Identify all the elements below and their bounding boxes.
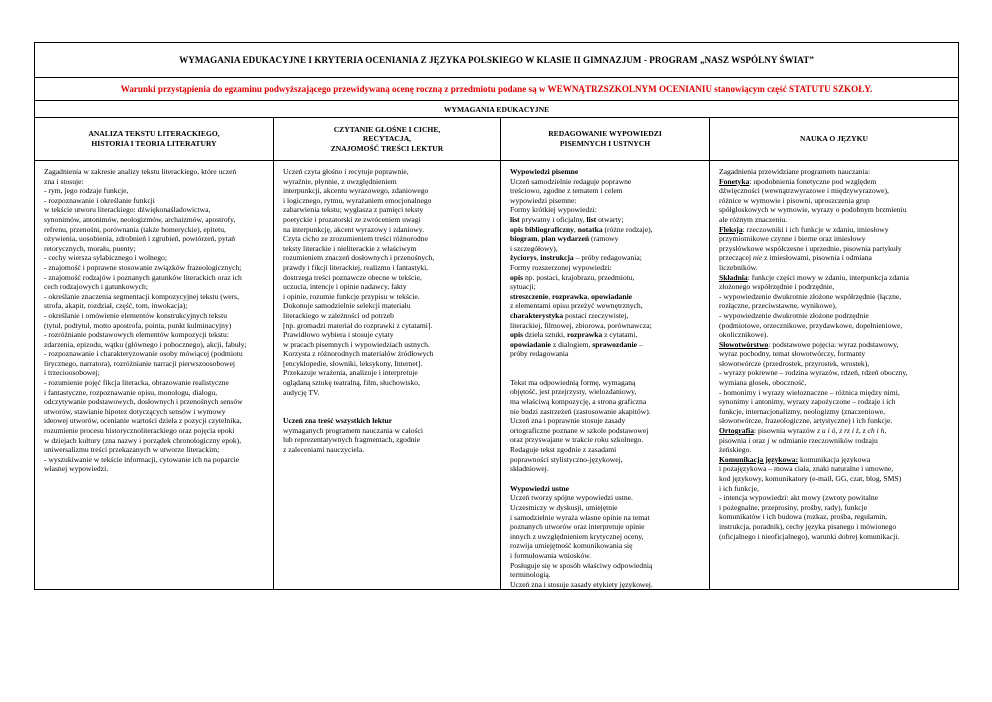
cell-nauka (710, 161, 959, 590)
spacer (283, 397, 494, 416)
text-line: - rozumienie pojęć fikcja literacka, obrazowanie realistyczne (44, 378, 229, 388)
text-line: lirycznego, narratora), rozróżnianie narracji pierwszoosobowej (44, 358, 236, 368)
czytanie-paragraph (283, 167, 494, 397)
ustne-heading: Wypowiedzi ustne (510, 483, 569, 493)
text-line: - wyszukiwanie w tekście informacji, cytowanie ich na poparcie (44, 454, 240, 464)
text-line: komunikatów i ich budowa (rozkaz, prośba, regulamin, (719, 512, 888, 522)
text-line: (oficjalnego i nieoficjalnego), warunki dobrej komunikacji. (719, 531, 900, 541)
text-line: ożywienia, uosobienia, zdrobnień i zgrubień, powtórzeń, pytań (44, 234, 236, 244)
text-line: funkcje, internacjonalizmy, neologizmy (znaczeniowe, (719, 406, 886, 416)
text-line: wyraz pochodny, temat słowotwórczy, formanty (719, 349, 866, 359)
text-line: objętość, jest przejrzysty, wielozdaniowy, (510, 387, 637, 397)
text-line: zdarzenia, epizodu, wątku (głównego i pobocznego), akcji, fabuły; (44, 339, 247, 349)
text-line: wymaganych programem nauczania w całości (283, 425, 424, 435)
text-line: w tekście utworu literackiego: dźwiękonaśladowictwa, (44, 205, 211, 215)
czytanie-content (274, 161, 500, 455)
header-czytanie-line2: RECYTACJA, (362, 134, 412, 144)
text-line: - określanie znaczenia segmentacji kompozycyjnej tekstu (wers, (44, 291, 240, 301)
text-line: składniowej. (510, 464, 549, 474)
komunikacja-lines (719, 464, 952, 541)
text-line: teksty literackie i nieliterackie z właściwym (283, 243, 417, 253)
nauka-intro: Zagadnienia przewidziane programem nauczania: (719, 167, 871, 176)
text-line: rozłączne, przeciwstawne, wynikowe), (719, 301, 837, 311)
header-nauka-line1: NAUKA O JĘZYKU (800, 134, 868, 144)
text-line: słowotwórcze, frazeologiczne, artystyczne) i ich funkcje. (719, 416, 893, 426)
text-line: - homonimy i wyrazy wieloznaczne – różnica między nimi, (719, 387, 900, 397)
slowotworstwo-line: Słowotwórstwo: podstawowe pojęcia: wyraz podstawowy, (719, 339, 899, 349)
text-line: Korzysta z różnorodnych materiałów źródłowych (283, 349, 434, 359)
text-line: i trzecioosobowej; (44, 368, 100, 378)
text-line: okolicznikowe). (719, 330, 769, 340)
form-line: literackiej, filmowej, zbiorowa, porównawcza; (510, 320, 652, 330)
fleksja-line: przeczącej nie z imiesłowami, pisownia i odmiana (719, 253, 872, 263)
komunikacja-line: Komunikacja językowa: komunikacja językowa (719, 454, 871, 464)
cell-redagowanie (501, 161, 710, 590)
text-line: poetyckie i prozatorski ze zwróceniem uwagi (283, 214, 421, 224)
text-line: strofa, akapit, rozdział, część, tom, inwokacja); (44, 301, 188, 311)
lektury-paragraph (283, 426, 494, 455)
text-line: wypowiedzi pisemne: (510, 195, 577, 205)
header-nauka (710, 118, 959, 161)
text-line: na interpunkcję, akcent wyrazowy i zdaniowy. (283, 224, 424, 234)
text-line: i opinie, rozumie funkcje przypisu w tekście. (283, 291, 420, 301)
text-line: interpunkcji, akcentu wyrazowego, zdaniowego (283, 186, 429, 196)
text-line: odczytywanie podstawowych, dosłownych i przenośnych sensów (44, 397, 243, 407)
text-line: - rym, jego rodzaje funkcje, (44, 186, 129, 196)
analiza-content (35, 161, 273, 474)
form-line: sytuacji; (510, 282, 536, 292)
text-line: Uczeń samodzielnie redaguje poprawne (510, 176, 632, 186)
spacer (510, 474, 703, 484)
text-line: refrenu, przenośni, porównania (także homeryckie), epitetu, (44, 224, 226, 234)
form-line: opis bibliograficzny, notatka (różne rodzaje), (510, 224, 653, 234)
text-line: i logicznego, rytmu, wyrażaniem emocjonalnego (283, 195, 432, 205)
text-line: retorycznych, morału, puenty; (44, 243, 136, 253)
header-czytanie-line1: CZYTANIE GŁOŚNE I CICHE, (333, 124, 441, 134)
nauka-content (710, 161, 958, 541)
form-line: i szczegółowy), (510, 243, 558, 253)
pisemne-heading: Wypowiedzi pisemne (510, 167, 579, 176)
fonetyka-line: Fonetyka: upodobnienia fonetyczne pod względem (719, 176, 877, 186)
requirements-table (34, 42, 959, 590)
text-line: Uczeń tworzy spójne wypowiedzi ustne. (510, 493, 633, 503)
text-line: - wypowiedzenie dwukrotnie złożone współrzędnie (łączne, (719, 291, 902, 301)
header-redagowanie-line1: REDAGOWANIE WYPOWIEDZI (548, 129, 662, 139)
text-line: [np. gromadzi materiał do rozprawki z cytatami]. (283, 320, 433, 330)
header-analiza (35, 118, 274, 161)
header-analiza-line2: HISTORIA I TEORIA LITERATURY (91, 139, 217, 148)
slowotworstwo-lines (719, 349, 952, 426)
skladnia-lines (719, 282, 952, 340)
text-line: terminologią. (510, 570, 551, 580)
text-line: Zagadnienia w zakresie analizy tekstu literackiego, które uczeń (44, 167, 237, 176)
text-line: Przekazuje wrażenia, analizuje i interpretuje (283, 368, 418, 378)
header-redagowanie-line2: PISEMNYCH I USTNYCH (559, 139, 651, 148)
text-line: Tekst ma odpowiednią formę, wymaganą (510, 377, 636, 387)
form-line: próby redagowania (510, 349, 569, 359)
ustne-paragraph (510, 493, 703, 589)
text-line: - wypowiedzenie dwukrotnie złożone podrzędnie (719, 310, 869, 320)
form-line: opowiadanie z dialogiem, sprawozdanie – (510, 339, 643, 349)
section-row (35, 101, 959, 118)
text-line: [encyklopedie, słowniki, leksykony, Internet]. (283, 358, 423, 368)
text-line: ale różnym znaczeniu. (719, 214, 788, 224)
cell-czytanie (274, 161, 501, 590)
pisemne-intro (510, 177, 703, 215)
text-line: Posługuje się w sposób właściwy odpowiednią (510, 560, 653, 570)
text-line: Formy krótkiej wypowiedzi: (510, 205, 597, 215)
text-line: słowotwórcze (przedrostek, przyrostek, wrostek), (719, 358, 870, 368)
document-title: WYMAGANIA EDUKACYJNE I KRYTERIA OCENIANIA Z JĘZYKA POLSKIEGO W KLASIE II GIMNAZJUM - PROGRAM „NASZ WSPÓLNY ŚWIAT” (35, 43, 959, 78)
fleksja-line: liczebników. (719, 262, 758, 272)
form-line: streszczenie, rozprawka, opowiadanie (510, 291, 633, 301)
lektury-heading: Uczeń zna treść wszystkich lektur (283, 416, 393, 426)
text-line: lub reprezentatywnych fragmentach, zgodnie (283, 435, 421, 445)
ortografia-line: Ortografia: pisownia wyrazów z u i ó, z rz i ż, z ch i h, (719, 426, 887, 436)
text-line: uczucia, intencje i opinie nadawcy, fakty (283, 282, 407, 292)
text-line: własnej wypowiedzi. (44, 464, 109, 474)
fonetyka-lines (719, 186, 952, 224)
text-line: ideowej utworów, ocenianie wartości dzieła z pozycji czytelnika, (44, 416, 242, 426)
redagowanie-content (501, 161, 709, 589)
text-line: w pracach pisemnych i wypowiedziach ustnych. (283, 339, 430, 349)
text-line: innych z uwzględnieniem krytycznej oceny, (510, 531, 644, 541)
text-line: literackiego w zależności od potrzeb (283, 310, 394, 320)
text-line: i formułowania wniosków. (510, 550, 592, 560)
text-line: Uczeń zna i stosuje zasady etykiety językowej. (510, 579, 653, 589)
form-line: życiorys, instrukcja – próby redagowania; (510, 253, 642, 263)
spacer (510, 359, 703, 378)
text-line: oraz przyswajane w trakcie roku szkolnego. (510, 435, 644, 445)
text-line: poprawności stylistyczno-językowej, (510, 454, 623, 464)
text-line: i samodzielnie wyraża własne opinie na temat (510, 512, 650, 522)
text-line: - znajomość i poprawne stosowanie związków frazeologicznych; (44, 262, 242, 272)
text-line: nie budzi zastrzeżeń (zastosowanie akapitów). (510, 406, 651, 416)
text-line: Prawidłowo wybiera i stosuje cytaty (283, 330, 394, 340)
text-line: - rozróżnianie podstawowych elementów kompozycji tekstu: (44, 330, 229, 340)
skladnia-line: Składnia: funkcje części mowy w zdaniu, interpunkcja zdania (719, 272, 909, 282)
ortografia-line: pisownia i oraz j w odmianie rzeczowników rodzaju (719, 435, 878, 445)
text-line: - znajomość rodzajów i poznanych gatunków literackich oraz ich (44, 272, 242, 282)
form-line: Formy rozszerzonej wypowiedzi: (510, 262, 612, 272)
title-row (35, 43, 959, 78)
text-line: zabarwienia tekstu; wygłasza z pamięci teksty (283, 205, 424, 215)
text-line: dźwięczności (wewnątrzwyrazowe i międzywyrazowe), (719, 186, 889, 196)
fleksja-lines (719, 234, 952, 253)
text-line: wymiana głosek, oboczność, (719, 378, 807, 388)
text-line: i pożegnalne, przeprosiny, prośby, rady), funkcje (719, 502, 868, 512)
form-line: opis np. postaci, krajobrazu, przedmiotu, (510, 272, 635, 282)
text-line: - rozpoznawanie i charakteryzowanie osoby mówiącej (podmiotu (44, 349, 243, 359)
exam-warning: Warunki przystąpienia do egzaminu podwyższającego przewidywaną ocenę roczną z przedmiotu podane są w WEWNĄTRZSZKOLNYM OCENIANIU stanowiącym część STATUTU SZKOŁY. (35, 78, 959, 101)
text-line: (podmiotowe, orzecznikowe, przydawkowe, dopełnieniowe, (719, 320, 903, 330)
form-line: opis dzieła sztuki, rozprawka z cytatami, (510, 330, 638, 340)
text-line: synonimów, antonimów, neologizmów, archaizmów, apostrofy, (44, 214, 236, 224)
form-line: biogram, plan wydarzeń (ramowy (510, 234, 619, 244)
text-line: przysłówkowe współczesne i uprzednie, pisownia partykuły (719, 243, 902, 253)
form-line: list prywatny i oficjalny, list otwarty; (510, 214, 624, 224)
text-line: Uczestniczy w dyskusji, umiejętnie (510, 503, 618, 512)
text-line: i ich funkcje, (719, 483, 759, 493)
text-line: treściowo, zgodne z tematem i celem (510, 186, 623, 196)
text-line: Uczeń czyta głośno i recytuje poprawnie, (283, 167, 409, 176)
text-line: - intencja wypowiedzi: akt mowy (zwroty powitalne (719, 493, 879, 503)
text-line: złożonego współrzędnie i podrzędnie, (719, 282, 835, 292)
warning-row (35, 78, 959, 101)
text-line: zna i stosuje: (44, 176, 84, 186)
text-line: - określanie i omówienie elementów konstrukcyjnych tekstu (44, 310, 228, 320)
text-line: Dokonuje samodzielnie selekcji materiału (283, 301, 411, 311)
text-line: rozwija umiejętność komunikowania się (510, 541, 633, 551)
text-line: synonimy i antonimy, wyrazy zapożyczone – rodzaje i ich (719, 397, 896, 407)
text-line: prawdy i fikcji literackiej, realizmu i fantastyki, (283, 262, 429, 272)
text-line: Czyta cicho ze zrozumieniem treści różnorodne (283, 234, 428, 244)
text-line: instrukcja, poradnik), cechy języka pisanego i mówionego (719, 521, 897, 531)
text-line: spółgłoskowych w wymowie, wyrazy o podobnym brzmieniu (719, 205, 907, 215)
text-line: dostrzega treści poznawcze obecne w tekście, (283, 272, 422, 282)
text-line: wyraźnie, płynnie, z uwzględnieniem (283, 176, 397, 186)
text-line: w dziejach kultury (zna nazwy i porządek chronologiczny epok), (44, 435, 242, 445)
text-line: cech rodzajowych i gatunkowych; (44, 282, 148, 292)
text-line: przymiotnikowe czynne i bierne oraz imiesłowy (719, 234, 866, 244)
text-line: i pozajęzykowa – mowa ciała, znaki naturalne i umowne, (719, 464, 894, 474)
header-czytanie (274, 118, 501, 161)
header-czytanie-line3: ZNAJOMOŚĆ TREŚCI LEKTUR (330, 143, 444, 153)
column-headers-row (35, 118, 959, 161)
text-line: ortograficzne poznane w szkole podstawowej (510, 425, 649, 435)
header-analiza-line1: ANALIZA TEKSTU LITERACKIEGO, (88, 129, 220, 139)
content-row (35, 161, 959, 590)
fleksja-line: Fleksja: rzeczowniki i ich funkcje w zdaniu, imiesłowy (719, 224, 889, 234)
text-line: rozumienie procesu historycznoliterackiego oraz pojęcia epoki (44, 426, 235, 436)
text-line: - rozpoznawanie i określanie funkcji (44, 195, 155, 205)
tekst-paragraph (510, 378, 703, 474)
text-line: poznanych utworów oraz interpretuje opinie (510, 522, 645, 532)
text-line: - cechy wiersza sylabicznego i wolnego; (44, 253, 167, 263)
text-line: ma właściwą kompozycję, a strona graficzna (510, 397, 647, 407)
section-heading: WYMAGANIA EDUKACYJNE (35, 101, 959, 118)
text-line: uniwersalizmu treści przekazanych w utworze literackim; (44, 445, 220, 455)
text-line: audycję TV. (283, 387, 320, 397)
text-line: (tytuł, podtytuł, motto apostrofa, pointa, punkt kulminacyjny) (44, 320, 232, 330)
text-line: Redaguje tekst zgodnie z zasadami (510, 445, 617, 455)
form-line: charakterystyka postaci rzeczywistej, (510, 310, 629, 320)
form-line: z elementami opisu przeżyć wewnętrznych, (510, 301, 643, 311)
text-line: z zaleceniami nauczyciela. (283, 445, 365, 455)
text-line: różnice w wymowie i pisowni, uproszczenia grup (719, 195, 870, 205)
text-line: oglądaną sztukę teatralną, film, słuchowisko, (283, 378, 420, 388)
ortografia-line: żeńskiego. (719, 445, 752, 455)
header-redagowanie (501, 118, 710, 161)
text-line: utworów, stawianie hipotez dotyczących sensów i wymowy (44, 406, 226, 416)
text-line: Uczeń zna i poprawnie stosuje zasady (510, 416, 626, 426)
text-line: i fantastyczne, rozpoznawanie opisu, monologu, dialogu, (44, 387, 218, 397)
text-line: rozumieniem znaczeń dosłownych i przenośnych, (283, 253, 435, 263)
text-line: kod językowy, komunikatory (e-mail, GG, czat, blog, SMS) (719, 474, 902, 483)
cell-analiza (35, 161, 274, 590)
text-line: - wyrazy pokrewne – rodzina wyrazów, rdzeń, rdzeń oboczny, (719, 368, 908, 378)
